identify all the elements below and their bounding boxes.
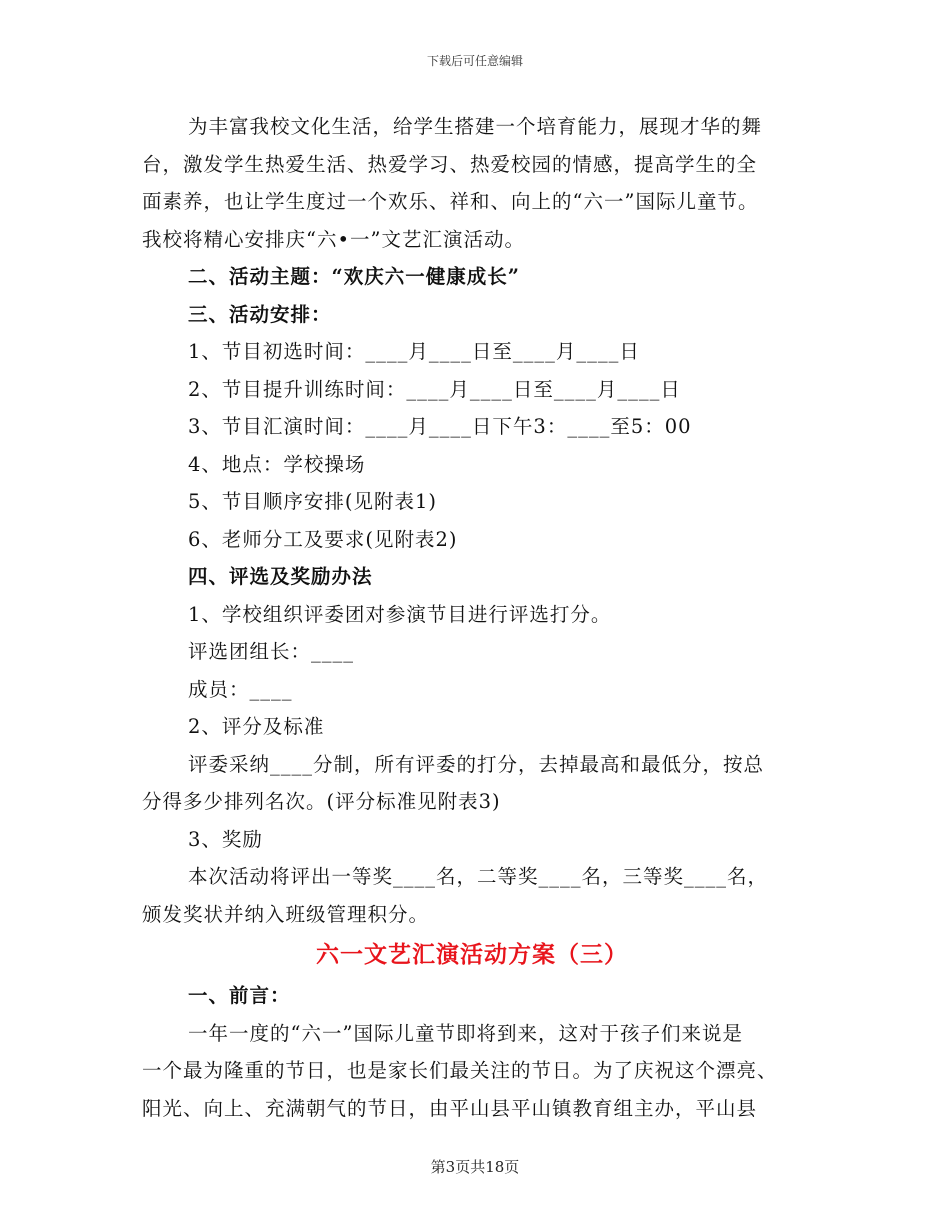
text-line: 一、前言：: [188, 984, 291, 1007]
page-footer: 第3页共18页: [430, 1158, 520, 1176]
text-line: 3、奖励: [188, 827, 263, 851]
text-line: 本次活动将评出一等奖____名，二等奖____名，三等奖____名，: [188, 865, 769, 888]
page-header: 下载后可任意编辑: [426, 54, 523, 68]
text-line: 我校将精心安排庆“六•一”文艺汇演活动。: [142, 227, 525, 251]
text-line: 1、节目初选时间：____月____日至____月____日: [188, 340, 640, 363]
text-line: 评委采纳____分制，所有评委的打分，去掉最高和最低分，按总: [188, 752, 765, 776]
text-line: 2、评分及标准: [188, 715, 325, 738]
document-body: [142, 108, 802, 1127]
paragraph-block-2: [142, 977, 802, 1127]
text-line: 一个最为隆重的节日，也是家长们最关注的节日。为了庆祝这个漂亮、: [142, 1059, 778, 1082]
paragraph-block-1: [142, 108, 802, 933]
text-line: 6、老师分工及要求(见附表2): [188, 527, 458, 551]
text-line: 台，激发学生热爱生活、热爱学习、热爱校园的情感，提高学生的全: [142, 152, 758, 176]
text-line: 一年一度的“六一”国际儿童节即将到来，这对于孩子们来说是: [188, 1021, 743, 1045]
text-line: 评选团组长：____: [188, 640, 355, 663]
text-line: 5、节目顺序安排(见附表1): [188, 490, 438, 513]
text-line: 四、评选及奖励办法: [188, 565, 373, 588]
text-line: 分得多少排列名次。(评分标准见附表3): [142, 790, 501, 813]
text-line: 面素养，也让学生度过一个欢乐、祥和、向上的“六一”国际儿童节。: [142, 190, 759, 213]
text-line: 三、活动安排：: [188, 302, 332, 326]
text-line: 4、地点：学校操场: [188, 452, 366, 476]
text-line: 2、节目提升训练时间：____月____日至____月____日: [188, 377, 681, 401]
text-line: 3、节目汇演时间：____月____日下午3：____至5：00: [188, 415, 692, 438]
text-line: 阳光、向上、充满朝气的节日，由平山县平山镇教育组主办，平山县: [142, 1096, 758, 1120]
text-line: 二、活动主题：“欢庆六一健康成长”: [188, 265, 520, 288]
section-title: 六一文艺汇演活动方案（三）: [316, 941, 628, 968]
text-line: 颁发奖状并纳入班级管理积分。: [142, 902, 430, 926]
text-line: 为丰富我校文化生活，给学生搭建一个培育能力，展现才华的舞: [188, 115, 763, 138]
text-line: 成员：____: [188, 677, 293, 701]
text-line: 1、学校组织评委团对参演节目进行评选打分。: [188, 602, 612, 626]
